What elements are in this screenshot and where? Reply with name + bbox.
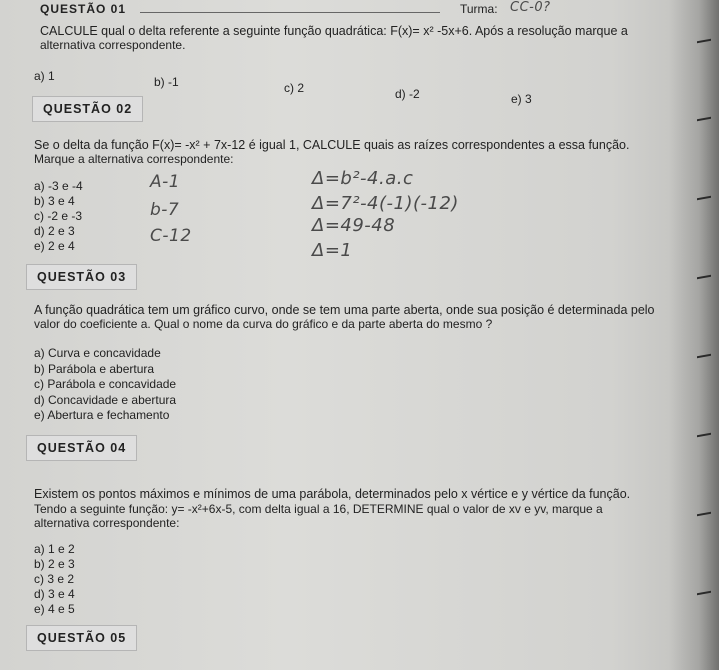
q3-text-line2: valor do coeficiente a. Qual o nome da curva do gráfico e da parte aberta do mesmo ? [34,317,493,331]
q1-option-d[interactable]: d) -2 [395,87,420,101]
q3-text-line1: A função quadrática tem um gráfico curvo, onde se tem uma parte aberta, onde sua posição é determinada pelo [34,303,655,317]
q2-text-line1: Se o delta da função F(x)= -x² + 7x-12 é igual 1, CALCULE quais as raízes correspondentes a essa função. [34,138,630,152]
q4-option-a[interactable]: a) 1 e 2 [34,542,75,556]
q4-text-line2: Tendo a seguinte função: y= -x²+6x-5, com delta igual a 16, DETERMINE qual o valor de xv e yv, marque a [34,502,603,516]
q4-text-line3: alternativa correspondente: [34,516,180,530]
q4-option-b[interactable]: b) 2 e 3 [34,557,75,571]
handwriting-delta-result: Δ=1 [312,240,353,261]
question-4-title: QUESTÃO 04 [26,435,137,461]
q4-text-line1: Existem os pontos máximos e mínimos de uma parábola, determinados pelo x vértice e y vértice da função. [34,487,631,501]
q2-option-c[interactable]: c) -2 e -3 [34,209,83,223]
q1-option-a[interactable]: a) 1 [34,69,55,83]
q1-option-e[interactable]: e) 3 [511,92,532,106]
handwriting-delta-simplified: Δ=49-48 [312,215,396,236]
name-line [140,12,440,13]
q2-option-d[interactable]: d) 2 e 3 [34,224,75,238]
q3-option-b[interactable]: b) Parábola e abertura [34,362,155,376]
handwriting-delta-formula: Δ=b²-4.a.c [312,168,414,189]
question-5-title: QUESTÃO 05 [26,625,137,651]
question-2-title: QUESTÃO 02 [32,96,143,122]
q4-option-e[interactable]: e) 4 e 5 [34,602,75,616]
q1-option-c[interactable]: c) 2 [284,81,305,95]
handwriting-b: b-7 [150,200,180,220]
handwriting-a: A-1 [150,172,181,192]
question-3-title: QUESTÃO 03 [26,264,137,290]
handwriting-delta-substitution: Δ=7²-4(-1)(-12) [312,193,459,214]
page-edge-shadow [669,0,719,670]
q2-option-b[interactable]: b) 3 e 4 [34,194,75,208]
q3-option-c[interactable]: c) Parábola e concavidade [34,377,177,391]
q4-option-d[interactable]: d) 3 e 4 [34,587,75,601]
q3-option-d[interactable]: d) Concavidade e abertura [34,393,177,407]
q2-option-a[interactable]: a) -3 e -4 [34,179,83,193]
turma-value: CC-0? [510,0,551,15]
q3-option-e[interactable]: e) Abertura e fechamento [34,408,170,422]
question-1-title: QUESTÃO 01 [40,2,127,16]
q1-option-b[interactable]: b) -1 [154,75,179,89]
q1-text-line1: CALCULE qual o delta referente a seguinte função quadrática: F(x)= x² -5x+6. Após a resolução marque a [40,24,628,38]
q3-option-a[interactable]: a) Curva e concavidade [34,346,161,360]
turma-label: Turma: [460,2,498,16]
q1-text-line2: alternativa correspondente. [40,38,186,52]
handwriting-c: C-12 [150,226,192,246]
q2-option-e[interactable]: e) 2 e 4 [34,239,75,253]
q4-option-c[interactable]: c) 3 e 2 [34,572,75,586]
q2-text-line2: Marque a alternativa correspondente: [34,152,234,166]
